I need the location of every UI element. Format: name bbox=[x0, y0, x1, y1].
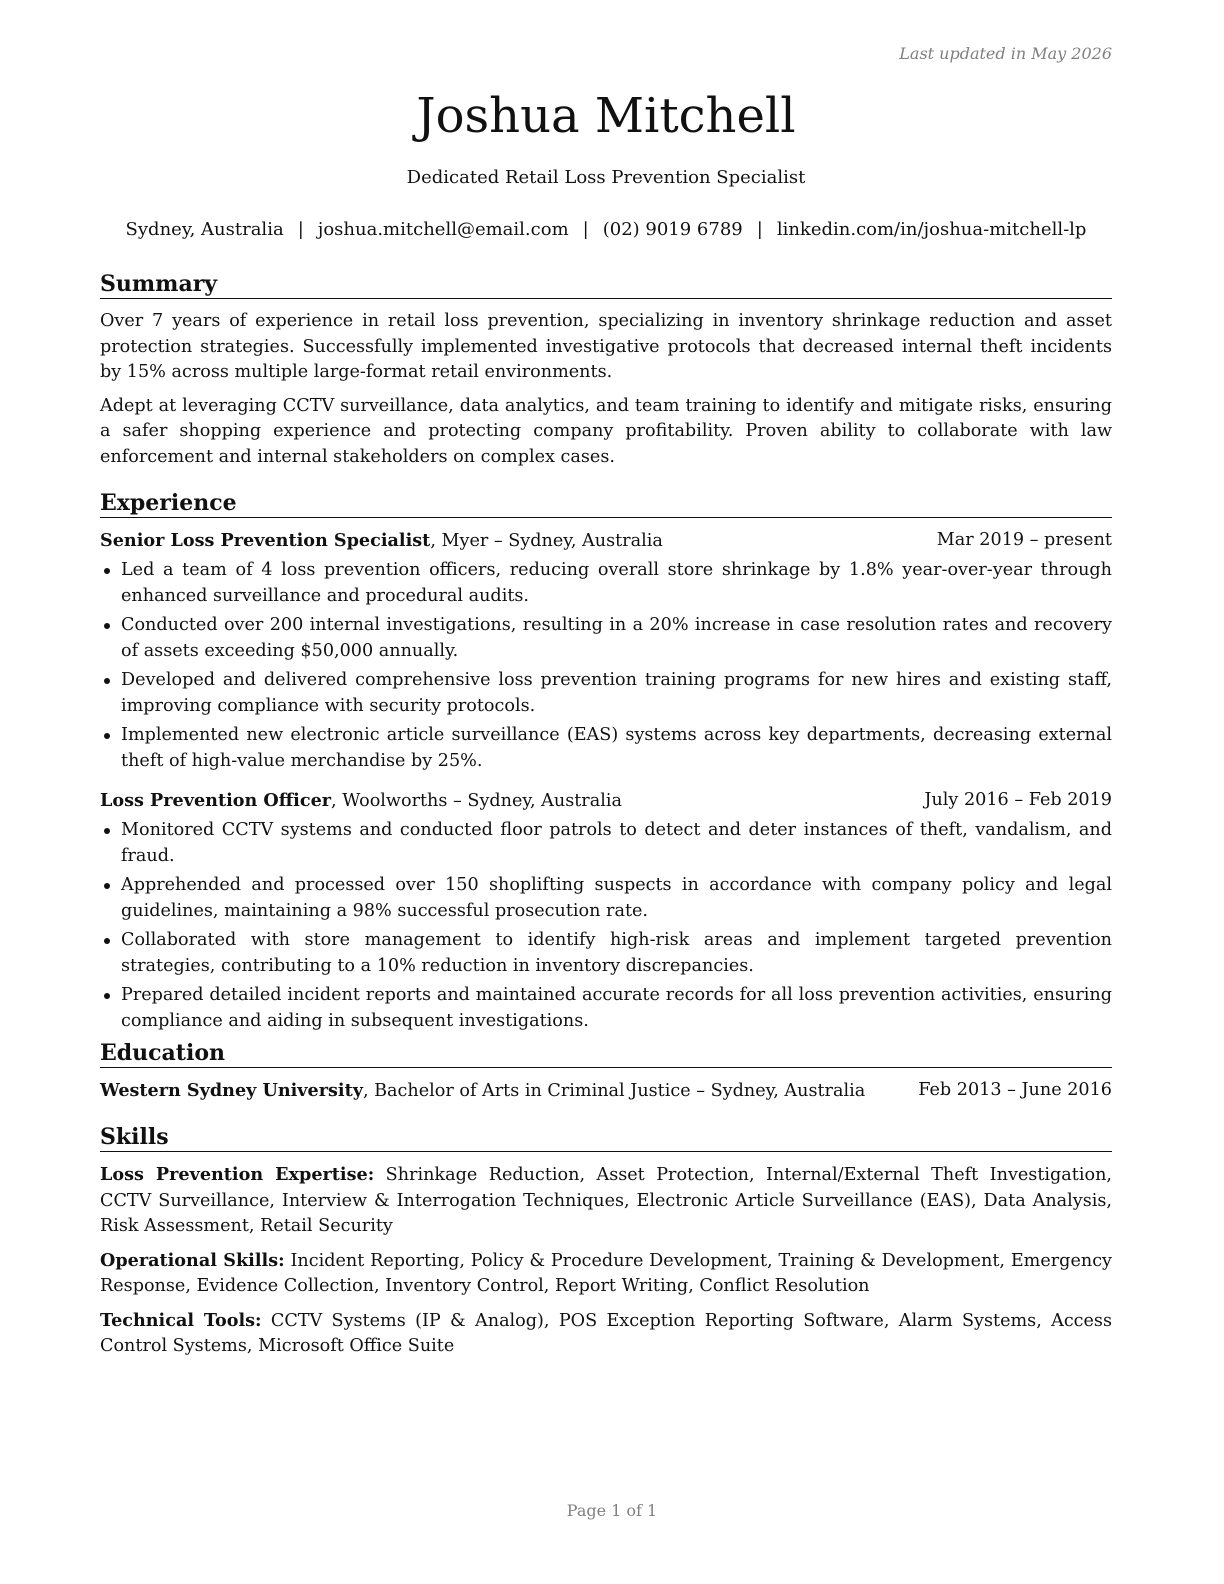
job-header bbox=[100, 528, 1112, 554]
job-bullets bbox=[100, 558, 1112, 774]
skill-group bbox=[100, 1248, 1112, 1300]
bullet-item: Led a team of 4 loss prevention officers, reducing overall store shrinkage by 1.8% year-over-year through enhanced surveillance and procedural audits. bbox=[100, 558, 1112, 609]
experience-section bbox=[100, 489, 1112, 1038]
summary-paragraph: Over 7 years of experience in retail loss prevention, specializing in inventory shrinkage reduction and asset protection strategies. Successfully implemented investigative protocols that decreased internal theft incidents by 15% across multiple large-format retail environments. bbox=[100, 311, 1112, 382]
bullet-item: Implemented new electronic article surveillance (EAS) systems across key departments, decreasing external theft of high-value merchandise by 25%. bbox=[100, 723, 1112, 774]
education-section bbox=[100, 1039, 1112, 1108]
bullet-item: Conducted over 200 internal investigations, resulting in a 20% increase in case resolution rates and recovery of assets exceeding $50,000 annually. bbox=[100, 613, 1112, 664]
page-number: Page 1 of 1 bbox=[566, 1501, 658, 1520]
section-title-experience: Experience bbox=[100, 489, 1112, 518]
job-title-line bbox=[100, 528, 663, 554]
job-role: Loss Prevention Officer bbox=[100, 790, 332, 811]
job-org: , Woolworths – Sydney, Australia bbox=[331, 791, 622, 811]
contact-separator: | bbox=[582, 219, 589, 240]
skill-text: Incident Reporting, Policy & Procedure Development, Training & Development, Emergency Response, Evidence Collection, Inventory Control, Report Writing, Conflict Resolution bbox=[100, 1250, 1112, 1296]
skill-group bbox=[100, 1162, 1112, 1240]
job-title-line bbox=[100, 788, 622, 814]
tagline: Dedicated Retail Loss Prevention Specialist bbox=[406, 167, 806, 188]
summary-section bbox=[100, 270, 1112, 478]
skill-group bbox=[100, 1308, 1112, 1360]
job-dates: July 2016 – Feb 2019 bbox=[924, 790, 1112, 810]
education-entry bbox=[100, 1078, 1112, 1104]
contact-separator: | bbox=[297, 219, 304, 240]
bullet-item: Collaborated with store management to identify high-risk areas and implement targeted prevention strategies, contributing to a 10% reduction in inventory discrepancies. bbox=[100, 928, 1112, 979]
contact-separator: | bbox=[756, 219, 763, 240]
contact-phone[interactable]: (02) 9019 6789 bbox=[602, 219, 743, 240]
skill-text: CCTV Systems (IP & Analog), POS Exception Reporting Software, Alarm Systems, Access Control Systems, Microsoft Office Suite bbox=[100, 1310, 1112, 1356]
candidate-name: Joshua Mitchell bbox=[416, 88, 796, 144]
skills-section bbox=[100, 1123, 1112, 1368]
section-title-summary: Summary bbox=[100, 270, 1112, 299]
job-org: , Myer – Sydney, Australia bbox=[430, 531, 663, 551]
job-header bbox=[100, 788, 1112, 814]
summary-paragraph: Adept at leveraging CCTV surveillance, data analytics, and team training to identify and mitigate risks, ensuring a safer shopping experience and protecting company profitability. Proven ability to collaborate with law enforcement and internal stakeholders on complex cases. bbox=[100, 395, 1112, 467]
education-line bbox=[100, 1078, 865, 1104]
job-dates: Mar 2019 – present bbox=[936, 530, 1112, 550]
bullet-item: Apprehended and processed over 150 shoplifting suspects in accordance with company policy and legal guidelines, maintaining a 98% successful prosecution rate. bbox=[100, 873, 1112, 924]
job-role: Senior Loss Prevention Specialist bbox=[100, 530, 431, 551]
education-detail: , Bachelor of Arts in Criminal Justice – Sydney, Australia bbox=[362, 1081, 866, 1101]
bullet-item: Prepared detailed incident reports and maintained accurate records for all loss prevention activities, ensuring compliance and aiding in subsequent investigations. bbox=[100, 983, 1112, 1034]
contact-location: Sydney, Australia bbox=[125, 219, 284, 240]
last-updated: Last updated in May 2026 bbox=[899, 44, 1112, 63]
job-entry bbox=[100, 788, 1112, 1034]
section-title-skills: Skills bbox=[100, 1123, 1112, 1152]
skill-label: Technical Tools: bbox=[100, 1309, 262, 1331]
job-bullets bbox=[100, 818, 1112, 1034]
bullet-item: Monitored CCTV systems and conducted floor patrols to detect and deter instances of theft, vandalism, and fraud. bbox=[100, 818, 1112, 869]
bullet-item: Developed and delivered comprehensive loss prevention training programs for new hires and existing staff, improving compliance with security protocols. bbox=[100, 668, 1112, 719]
contact-line bbox=[60, 219, 1152, 240]
skill-label: Loss Prevention Expertise: bbox=[100, 1164, 375, 1185]
education-school: Western Sydney University bbox=[100, 1080, 363, 1101]
job-entry bbox=[100, 528, 1112, 774]
education-dates: Feb 2013 – June 2016 bbox=[918, 1080, 1112, 1100]
contact-email[interactable]: joshua.mitchell@email.com bbox=[317, 219, 569, 240]
section-title-education: Education bbox=[100, 1039, 1112, 1068]
contact-linkedin[interactable]: linkedin.com/in/joshua-mitchell-lp bbox=[776, 219, 1087, 240]
skill-label: Operational Skills: bbox=[100, 1249, 285, 1271]
skill-text: Shrinkage Reduction, Asset Protection, Internal/External Theft Investigation, CCTV Surveillance, Interview & Interrogation Techniques, Electronic Article Surveillance (EAS), Data Analysis, Risk Assessment, Retail Security bbox=[100, 1165, 1112, 1236]
